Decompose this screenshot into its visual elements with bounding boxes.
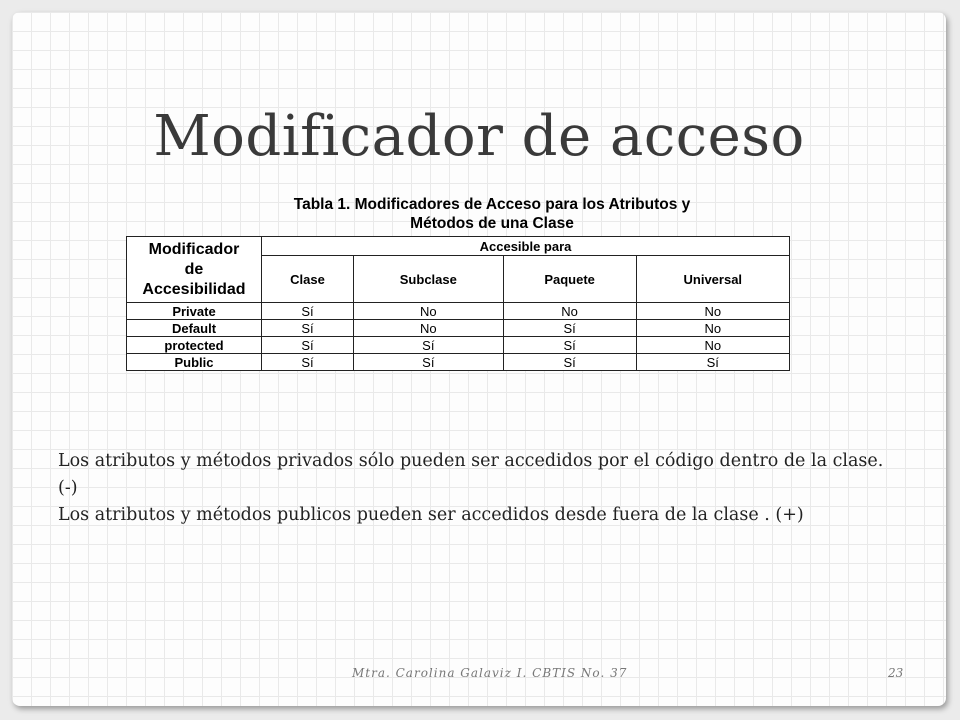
table-caption-line: Tabla 1. Modificadores de Acceso para los Atributos y [293,196,691,213]
column-header-subclase: Subclase [353,256,503,303]
table-cell: Sí [503,337,636,354]
table-cell: Sí [262,303,354,320]
row-label: Default [127,320,262,337]
table-cell: Sí [353,354,503,371]
table-cell: Sí [353,337,503,354]
table-row [127,303,790,320]
table-cell: No [353,320,503,337]
description-paragraph: Los atributos y métodos publicos pueden ser accedidos desde fuera de la clase . (+) [58,505,804,525]
table-caption-line: Métodos de una Clase [410,215,574,232]
table-cell: No [636,337,789,354]
column-header-paquete: Paquete [503,256,636,303]
description-paragraph: Los atributos y métodos privados sólo pueden ser accedidos por el código dentro de la clase. (-) [58,451,884,498]
table-cell: No [353,303,503,320]
modifier-column-header [127,237,262,303]
header-text: Accesibilidad [142,280,246,298]
row-label: protected [127,337,262,354]
slide-footer: Mtra. Carolina Galaviz I. CBTIS No. 37 [352,666,628,680]
table-cell: Sí [262,320,354,337]
table-cell: No [636,320,789,337]
table-cell: Sí [262,354,354,371]
column-header-universal: Universal [636,256,789,303]
row-label: Public [127,354,262,371]
table-cell: Sí [503,354,636,371]
table-cell: No [636,303,789,320]
page-number: 23 [888,666,904,680]
column-header-clase: Clase [262,256,354,303]
accessible-for-header: Accesible para [262,237,790,256]
table-row [127,320,790,337]
row-label: Private [127,303,262,320]
table-cell: No [503,303,636,320]
table-caption [182,195,802,233]
header-text: Modificador [148,240,240,258]
table-cell: Sí [262,337,354,354]
access-modifiers-table [126,236,790,371]
table-row [127,354,790,371]
table-row [127,337,790,354]
slide-title: Modificador de acceso [153,104,805,169]
header-text: de [184,260,204,278]
table-cell: Sí [636,354,789,371]
description-text [58,448,888,529]
slide [12,12,946,706]
table-cell: Sí [503,320,636,337]
